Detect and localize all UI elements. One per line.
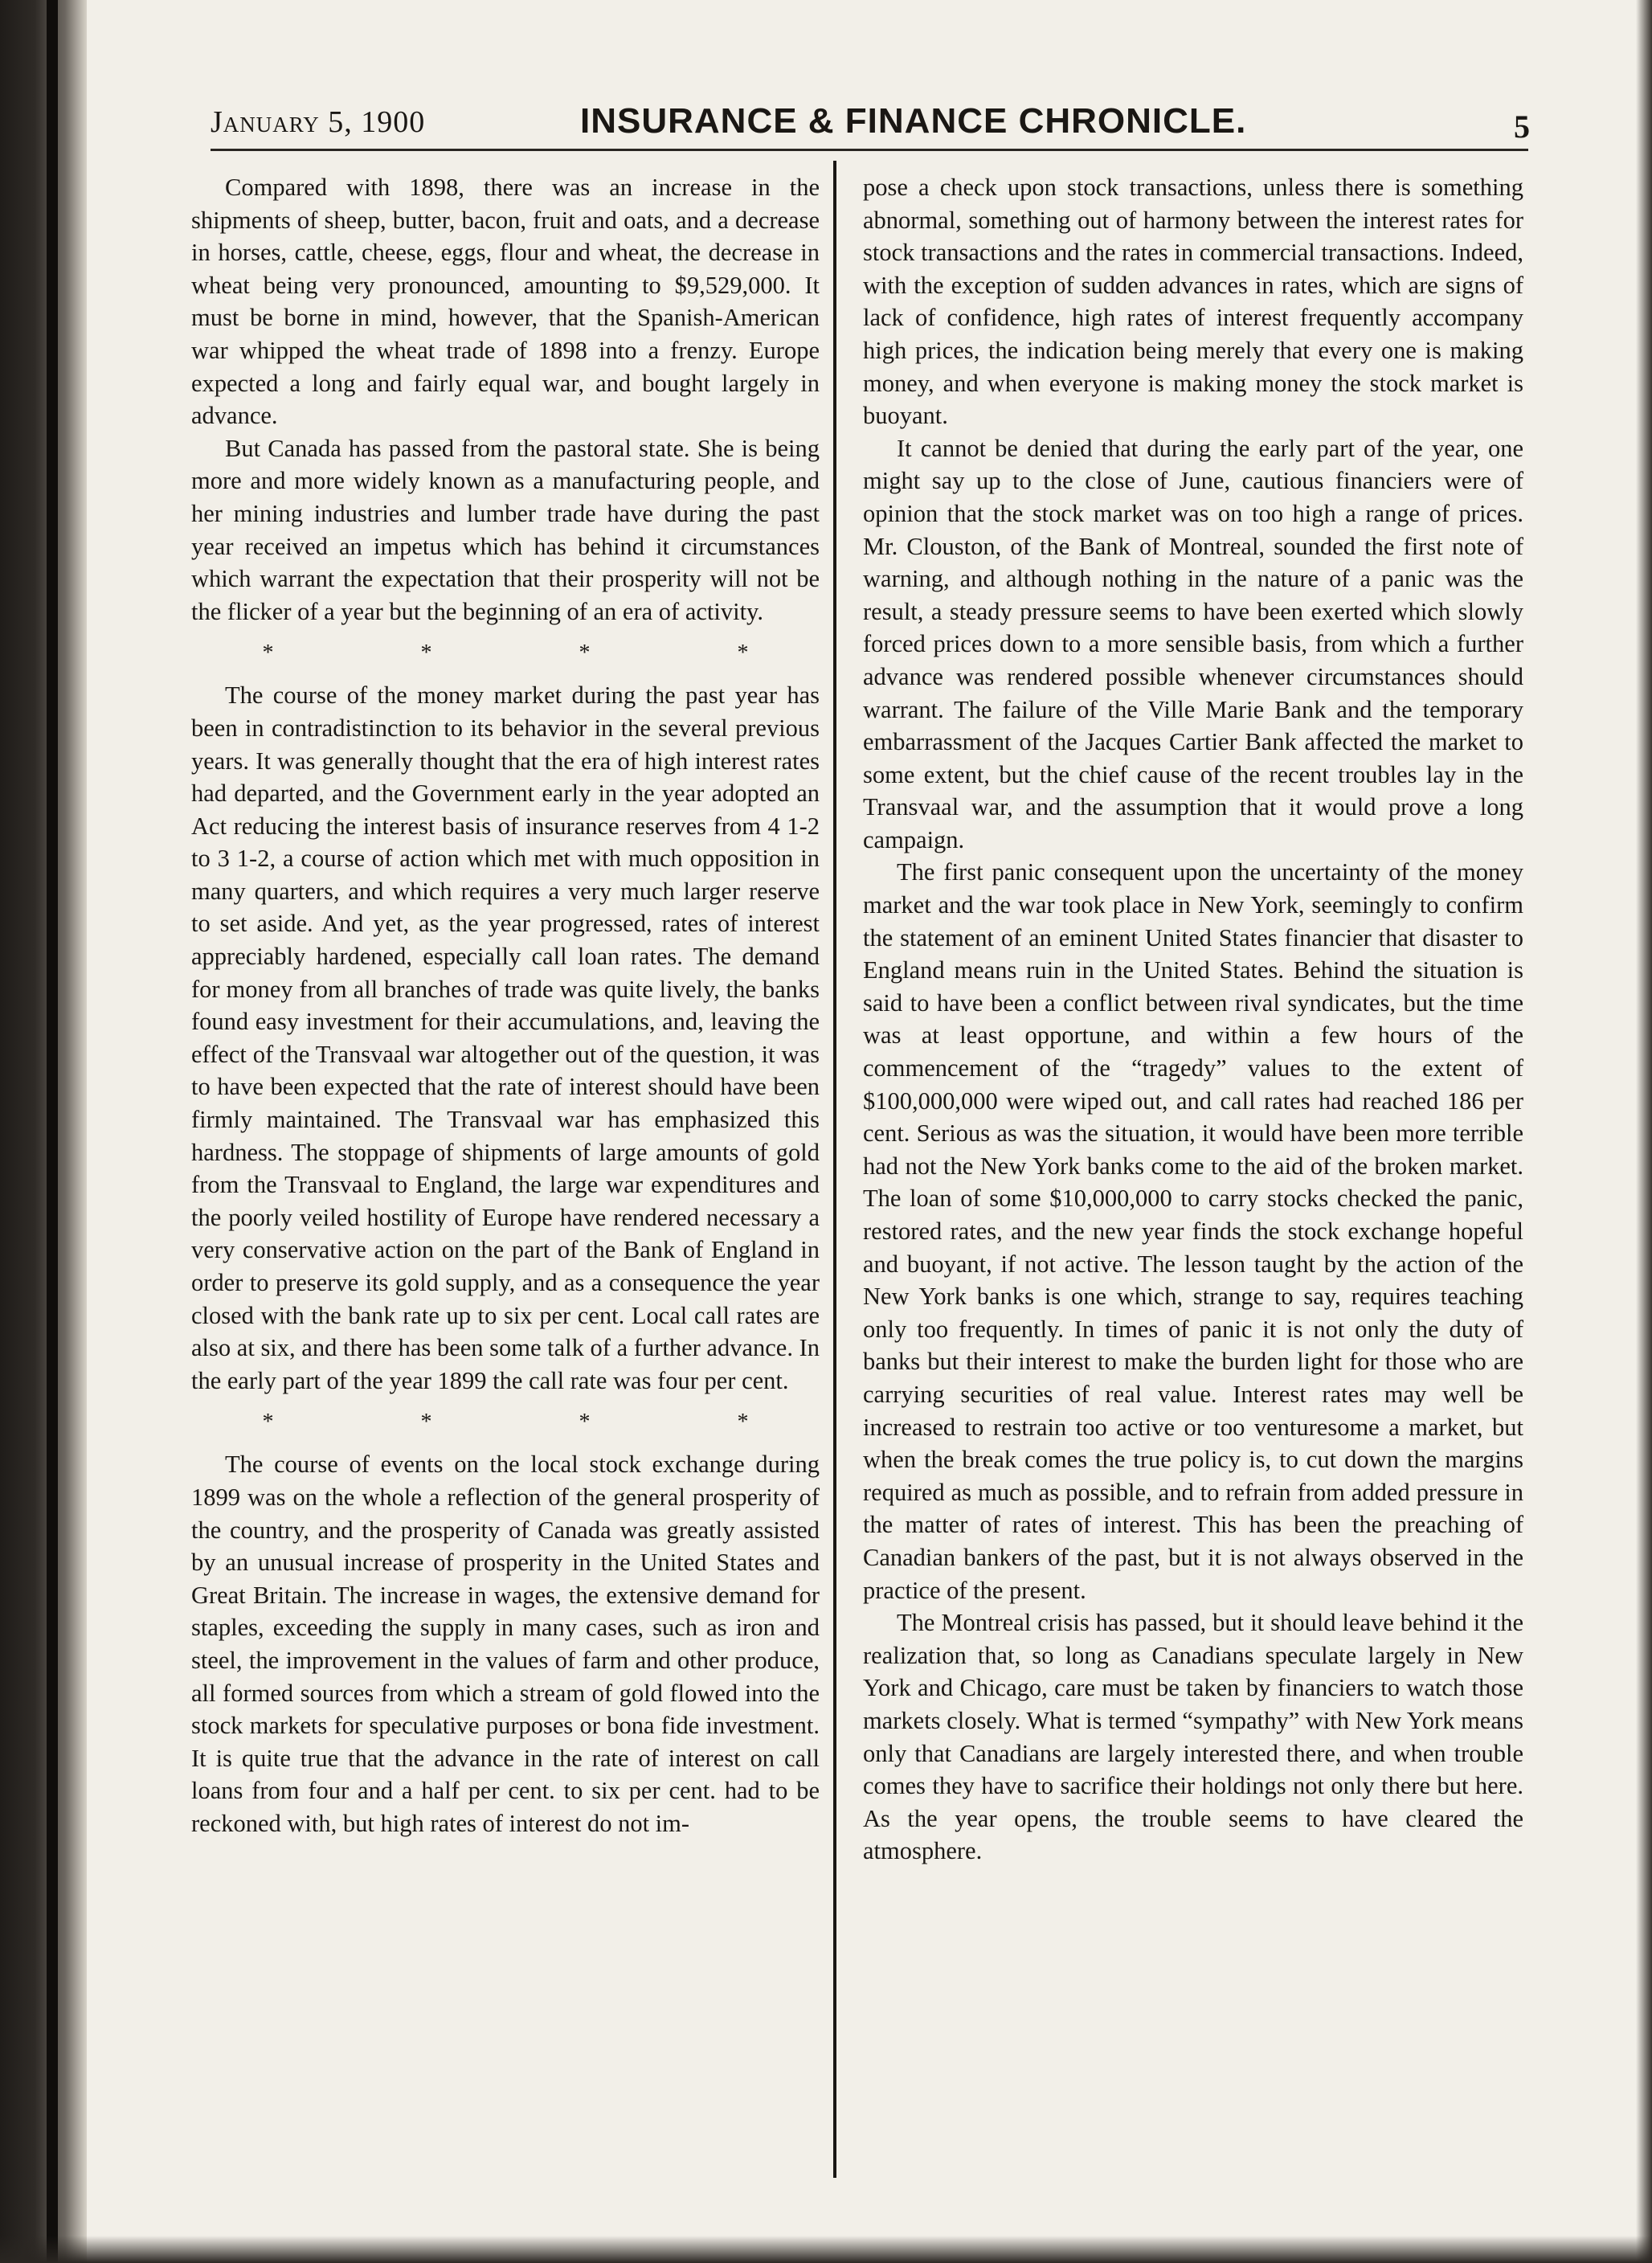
page-edge-right	[1636, 0, 1652, 2263]
issue-date: January 5, 1900	[211, 105, 426, 139]
running-head	[211, 101, 1528, 149]
right-column	[863, 171, 1523, 1868]
paragraph-montreal-crisis: The Montreal crisis has passed, but it should leave behind it the realization that, so long as Canadians speculate largely in New York and Chicago, care must be taken by financiers to watch those markets closely. What is termed “sympathy” with New York means only that Canadians are largely interested there, and when trouble comes they have to sacrifice their holdings not only there but here. As the year opens, the trouble seems to have cleared the atmosphere.	[863, 1609, 1523, 1865]
section-separator: * * * *	[262, 1410, 820, 1435]
section-separator: * * * *	[262, 640, 820, 666]
page-number: 5	[1514, 108, 1530, 145]
paragraph-cautious-financiers: It cannot be denied that during the early part of the year, one might say up to the close of June, cautious financiers were of opinion that the stock market was on too high a range of prices. Mr. Clouston, of the Bank of Montreal, sounded the first note of warning, and although nothing in the nature of a panic was the result, a steady pressure seems to have been exerted which slowly forced prices down to a more sensible basis, from which a further advance was rendered possible whenever circumstances should warrant. The failure of the Ville Marie Bank and the temporary embarrassment of the Jacques Cartier Bank affected the market to some extent, but the chief cause of the recent troubles lay in the Transvaal war, and the assumption that it would prove a long campaign.	[863, 434, 1523, 853]
binding-shadow	[0, 0, 87, 2263]
binding-edge	[47, 0, 58, 2263]
left-column	[191, 171, 820, 1840]
paragraph-stock-exchange: The course of events on the local stock exchange during 1899 was on the whole a reflection of the general prosperity of the country, and the prosperity of Canada was greatly assisted by an unusual increase of prosperity in the United States and Great Britain. The increase in wages, the extensive demand for staples, exceeding the supply in many cases, such as iron and steel, the improvement in the values of farm and other produce, all formed sources from which a stream of gold flowed into the stock markets for speculative purposes or bona fide investment. It is quite true that the advance in the rate of interest on call loans from four and a half per cent. to six per cent. had to be reckoned with, but high rates of interest do not im-	[191, 1451, 820, 1837]
column-divider	[833, 161, 836, 2178]
paragraph-money-market: The course of the money market during the past year has been in contradistinction to its behavior in the several previous years. It was generally thought that the era of high interest rates had departed, and the Government early in the year adopted an Act reducing the interest basis of insurance reserves from 4 1-2 to 3 1-2, a course of action which met with much opposition in many quarters, and which requires a very much larger reserve to set aside. And yet, as the year progressed, rates of interest appreciably hardened, especially call loan rates. The demand for money from all branches of trade was quite lively, the banks found easy investment for their accumulations, and, leaving the effect of the Transvaal war altogether out of the question, it was to have been expected that the rate of interest should have been firmly maintained. The Transvaal war has emphasized this hardness. The stoppage of shipments of large amounts of gold from the Transvaal to England, the large war expenditures and the poorly veiled hostility of Europe have rendered necessary a very conservative action on the part of the Bank of England in order to preserve its gold supply, and as a consequence the year closed with the bank rate up to six per cent. Local call rates are also at six, and there has been some talk of a further advance. In the early part of the year 1899 the call rate was four per cent.	[191, 681, 820, 1394]
publication-title: INSURANCE & FINANCE CHRONICLE.	[580, 101, 1247, 141]
paragraph-exports: Compared with 1898, there was an increase in the shipments of sheep, butter, bacon, fruit and oats, and a decrease in horses, cattle, cheese, eggs, flour and wheat, the decrease in wheat being very pronounced, amounting to $9,529,000. It must be borne in mind, however, that the Spanish-American war whipped the wheat trade of 1898 into a frenzy. Europe expected a long and fairly equal war, and bought largely in advance.	[191, 174, 820, 430]
paragraph-new-york-panic: The first panic consequent upon the uncertainty of the money market and the war took place in New York, seemingly to confirm the statement of an eminent United States financier that disaster to England means ruin in the United States. Behind the situation is said to have been a conflict between rival syndicates, but the time was at least opportune, and within a few hours of the commencement of the “tragedy” values to the extent of $100,000,000 were wiped out, and call rates had reached 186 per cent. Serious as was the situation, it would have been more terrible had not the New York banks come to the aid of the broken market. The loan of some $10,000,000 to carry stocks checked the panic, restored rates, and the new year finds the stock exchange hopeful and buoyant, if not active. The lesson taught by the action of the New York banks is one which, strange to say, requires teaching only too frequently. In times of panic it is not only the duty of banks but their interest to make the burden light for those who are carrying securities of real value. Interest rates may well be increased to restrain too active or too venturesome a market, but when the break comes the true policy is, to cut down the margins required as much as possible, and to refrain from added pressure in the matter of rates of interest. This has been the preaching of Canadian bankers of the past, but it is not always observed in the practice of the present.	[863, 858, 1523, 1604]
page-edge-bottom	[0, 2236, 1652, 2263]
paragraph-continuation: pose a check upon stock transactions, unless there is something abnormal, something out of harmony between the interest rates for stock transactions and the rates in commercial transactions. Indeed, with the exception of sudden advances in rates, which are signs of lack of confidence, high rates of interest frequently accompany high prices, the indication being merely that every one is making money, and when everyone is making money the stock market is buoyant.	[863, 174, 1523, 430]
paragraph-pastoral-state: But Canada has passed from the pastoral state. She is being more and more widely known as a manufacturing people, and her mining industries and lumber trade have during the past year received an impetus which has behind it circumstances which warrant the expectation that their prosperity will not be the flicker of a year but the beginning of an era of activity.	[191, 434, 820, 625]
header-rule	[211, 149, 1528, 151]
